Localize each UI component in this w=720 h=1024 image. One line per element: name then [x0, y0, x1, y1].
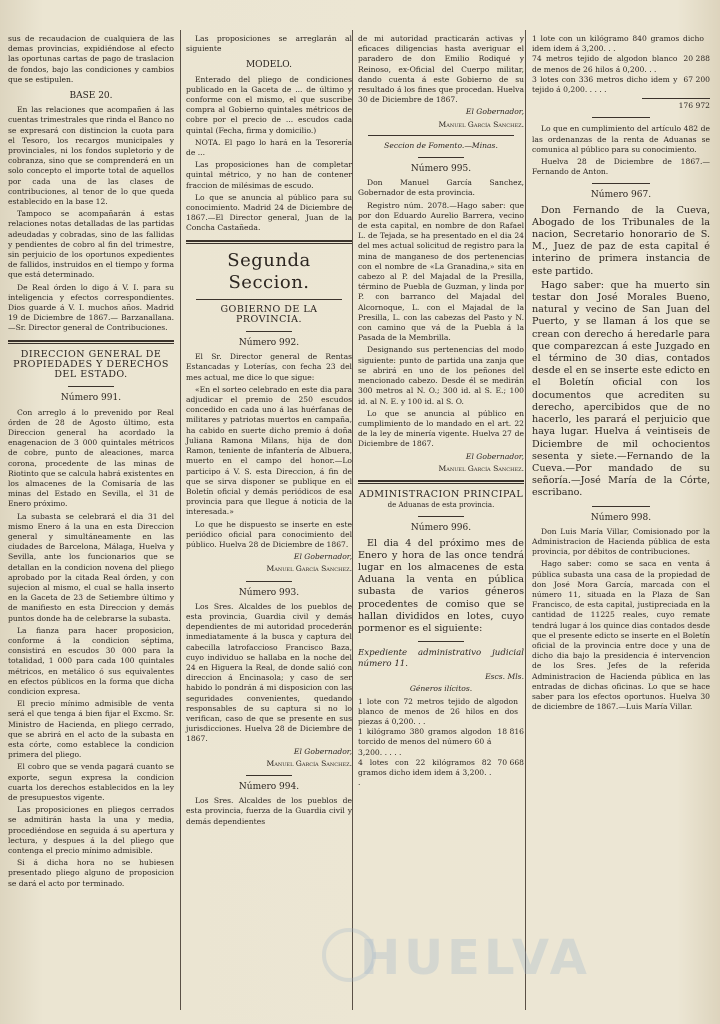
notice-number: Número 995.	[410, 164, 472, 175]
paragraph: Tampoco se acompañarán á estas relaciones notas detalladas de las partidas adeudadas y cobradas, sino de las fallidas y pendientes de cobro al fin del trimestre, sin perjuicio de los oportunos expedientes de fallidos, instruidos en el tiempo y forma que está determinado.	[8, 209, 174, 280]
divider	[418, 516, 464, 517]
section-title: ADMINISTRACION PRINCIPAL	[358, 488, 524, 500]
paragraph: NOTA. El pago lo hará en la Tesorería de ...	[186, 137, 352, 158]
paragraph: Lo que se anuncia al público para su conocimiento. Madrid 24 de Diciembre de 1867.—El Director general, Juan de la Concha Castañeda.	[186, 192, 352, 233]
paragraph: Don Luis María Villar, Comisionado por la Administracion de Hacienda pública de esta provincia, por débitos de contribuciones.	[532, 526, 710, 557]
signature-title: El Gobernador,	[293, 746, 352, 756]
paragraph: Si á dicha hora no se hubiesen presentado pliego alguno de proposicion se dará el acto por terminado.	[8, 858, 174, 888]
signature-title: El Gobernador,	[465, 451, 524, 461]
currency-header: Escs. Mls.	[485, 672, 524, 682]
paragraph: «En el sorteo celebrado en este dia para adjudicar el premio de 250 escudos concedido en cada uno á las huérfanas de militares y patriotas muertos en campaña, ha cabido en suerte dicho premio á doña Juliana Ramona Milans, hija de don Ramon, teniente de infantería de Albuera, muerto en el campo del honor.—Lo participo á V. S. esta Direccion, á fin de que se sirva disponer se publique en el Boletín oficial y demás periódicos de esa provincia para que llegue á noticia de la interesada.»	[186, 384, 352, 517]
modelo-heading: MODELO.	[245, 60, 293, 71]
section-title: DIRECCION GENERAL DE PROPIEDADES Y DERECHOS DEL ESTADO.	[13, 348, 169, 381]
divider	[246, 581, 292, 582]
notice-number: Número 994.	[238, 781, 300, 792]
paragraph: La subasta se celebrará el dia 31 del mismo Enero á la una en esta Direccion general y simultáneamente en las ciudades de Barcelona, Málaga, Huelva y Sevilla, ante los funcionarios que se detallan en la condicion novena del pliego aprobado por la citada Real órden, y con sujecion al mismo, el cual se halla inserto en la Gaceta de 23 de Setiembre último y de manifiesto en esta Direccion y demás puntos donde ha de celebrarse la subasta.	[8, 511, 174, 623]
paragraph: Enterado del pliego de condiciones publicado en la Gaceta de ... de último y conforme con el mismo, el que suscribe compra al Gobierno quintales métricos de cobre por el precio de ... escudos cada quintal (Fecha, firma y domicilio.)	[186, 74, 352, 135]
paragraph: La fianza para hacer proposicion, conforme á la condicion séptima, consistirá en escudos 30 000 para la totalidad, 1 000 para cada 100 quintales métricos, en metálico ó sus equivalentes en efectos públicos en la forma que dicha condicion expresa.	[8, 625, 174, 696]
paragraph: En las relaciones que acompañen á las cuentas trimestrales que rinda el Banco no se expresará con distincion la cuota para el Tesoro, los recargos municipales y provinciales, ni los fondos supletorio y de cobranza, sino que se comprenderá en un solo concepto el importe total de aquellos por cada una de las clases de contribuciones, al tenor de lo que queda establecido en la base 12.	[8, 105, 175, 207]
paragraph: Las proposiciones se arreglarán al siguiente	[186, 34, 352, 54]
paragraph: Los Sres. Alcaldes de los pueblos de esta provincia, fuerza de la Guardia civil y demás dependientes	[186, 796, 352, 826]
paragraph: Con arreglo á lo prevenido por Real órden de 28 de Agosto último, esta Direccion general ha acordado la enagenacion de 3 000 quintales métricos de cobre, punto de aleaciones, marca corona, procedente de las minas de Riotinto que se calcula habrá existentes en los almacenes de la Comisaría de las minas del Estado en Sevilla, el 31 de Enero próximo.	[8, 407, 174, 509]
column-divider	[525, 30, 526, 1010]
lot-row: 74 metros tejido de algodon blanco de menos de 26 hilos á 0,200. . . 20 288	[532, 54, 710, 74]
paragraph: Los Sres. Alcaldes de los pueblos de esta provincia, Guardia civil y demás dependientes de mi autoridad procederán inmediatamente á la busca y captura del cabecilla latrofaccioso Francisco Baza, cuyo individuo se hallaba en la noche del 24 en Higuera la Real, de donde salió con direccion á Encinasola; y caso de ser habido lo pondrán á mi disposicion con las seguridades convenientes, quedando responsables de su captura si no lo verifican, caso de que se presente en sus jurisdicciones. Huelva 28 de Diciembre de 1867.	[186, 601, 352, 744]
section-subtitle: Seccion de Fomento.—Minas.	[384, 140, 498, 150]
paragraph: Lo que he dispuesto se inserte en este periódico oficial para conocimiento del público. Huelva 28 de Diciembre de 1867.	[186, 519, 352, 549]
notice-number: Número 998.	[590, 512, 652, 523]
signature-name: Manuel García Sanchez.	[266, 564, 352, 574]
paragraph: Lo que en cumplimiento del artículo 482 de las ordenanzas de la renta de Aduanas se comunica al público para su conocimiento.	[532, 124, 710, 154]
paragraph: Don Manuel García Sanchez, Gobernador de esta provincia.	[358, 178, 524, 198]
paragraph: Las proposiciones han de completar quintal métrico, y no han de contener fraccion de milésimas de escudo.	[186, 160, 352, 190]
notice-number: Número 967.	[590, 190, 652, 201]
divider	[246, 331, 292, 332]
section-rule	[186, 240, 352, 244]
section-title: GOBIERNO DE LA PROVINCIA.	[220, 303, 318, 325]
paragraph: Don Fernando de la Cueva, Abogado de los Tribunales de la nacion, Secretario honorario de S. M., Juez de paz de esta capital é interino de primera instancia de este partido.	[532, 204, 710, 277]
lot-total: 176 972	[678, 101, 710, 111]
column-1	[8, 34, 174, 891]
lot-row: 3 lotes con 336 metros dicho idem y tejido á 0,200. . . . . 67 200	[532, 74, 710, 95]
section-rule	[8, 340, 174, 344]
column-3	[358, 34, 524, 788]
section-big-title: Segunda Seccion.	[227, 249, 311, 293]
divider	[592, 117, 650, 118]
column-divider	[352, 30, 353, 1010]
paragraph: Hago saber: como se saca en venta á pública subasta una casa de la propiedad de don José Mora García, marcada con el número 11, situada en la Plaza de San Francisco, de esta capital, justipreciada en la cantidad de 11225 reales, cuyo remate tendrá lugar á los quince dias contados desde que el presente edicto se inserte en el Boletín oficial de la provincia entre doce y una de dicho dia bajo la presidencia é intervencion de los Sres. Jefes de la referida Administracion de Hacienda pública en las entradas de dichas oficinas. Lo que se hace saber para los efectos oportunos. Huelva 30 de diciembre de 1867.—Luis María Villar.	[532, 559, 710, 712]
paragraph: sus de recaudacion de cualquiera de las demas provincias, expidiéndose al efecto las oportunas cartas de pago de traslacion de fondos, bajo las condiciones y cambios que se estipulen.	[8, 34, 174, 84]
section-subtitle: de Aduanas de esta provincia.	[387, 501, 495, 510]
notice-number: Número 993.	[238, 587, 300, 598]
lot-row: 1 kilógramo 380 gramos algodon torcido de menos del número 60 á 3,200. . . . . 18 816	[358, 727, 524, 757]
paragraph: El Sr. Director general de Rentas Estancadas y Loterías, con fecha 23 del mes actual, me dice lo que sigue:	[186, 352, 352, 382]
archive-watermark: HUELVA	[360, 930, 591, 986]
divider	[418, 157, 464, 158]
total-rule	[642, 98, 710, 99]
signature-title: El Gobernador,	[465, 107, 524, 117]
paragraph: El dia 4 del próximo mes de Enero y hora de las once tendrá lugar en los almacenes de esta Aduana la venta en pública subasta de varios géneros procedentes de comiso que se hallan divididos en lotes, cuyo pormenor es el siguiente:	[358, 537, 524, 634]
paragraph: Las proposiciones en pliegos cerrados se admitirán hasta la una y media, procediéndose en seguida á su apertura y lectura, y despues á la del pliego que contenga el precio mínimo admisible.	[8, 805, 174, 856]
paragraph: De Real órden lo digo á V. I. para su inteligencia y efectos correspondientes. Dios guarde á V. I. muchos años. Madrid 19 de Diciembre de 1867.— Barzanallana.—Sr. Director general de Contribuciones.	[8, 282, 174, 333]
notice-number: Número 996.	[410, 523, 472, 534]
paragraph: Designando sus pertenencias del modo siguiente: punto de partida una zanja que se abrirá en uno de los peñones del mencionado cabezo. Desde él se medirán 300 metros al N. O.; 300 id. al S. E.; 100 id. al N. E. y 100 id. al S. O.	[358, 345, 524, 406]
paragraph: El precio mínimo admisible de venta será el que tenga á bien fijar el Excmo. Sr. Ministro de Hacienda, en pliego cerrado, que se abrirá en el acto de la subasta en esta córte, como establece la condicion primera del pliego.	[8, 699, 174, 760]
notice-number: Número 992.	[238, 338, 300, 349]
goods-heading: Géneros ilícitos.	[409, 684, 473, 694]
lot-row: 1 lote con 72 metros tejido de algodon blanco de menos de 26 hilos en dos piezas á 0,200. . .	[358, 696, 518, 726]
divider	[592, 183, 650, 184]
lot-row: 4 lotes con 22 kilógramos 82 gramos dicho idem idem á 3,200. . . 70 668	[358, 757, 524, 788]
signature-name: Manuel García Sanchez.	[266, 758, 352, 768]
paragraph: de mi autoridad practicarán activas y eficaces diligencias hasta averiguar el paradero de don Emilio Rodiqué y Reinoso, ex-Oficial del Cuerpo militar, dando cuenta á este Gobierno de su resultado á los fines que procedan. Huelva 30 de Diciembre de 1867.	[358, 34, 524, 105]
paragraph: Lo que se anuncia al público en cumplimiento de lo mandado en el art. 22 de la ley de minería vigente. Huelva 27 de Diciembre de 1867.	[358, 408, 524, 449]
divider	[368, 135, 514, 136]
paragraph: Hago saber: que ha muerto sin testar don José Morales Bueno, natural y vecino de San Juan del Puerto, y se llaman á los que se crean con derecho á heredarle para que comparezcan á este Juzgado en el término de 30 dias, contados desde el en se inserte este edicto en el Boletín oficial con los documentos que acrediten su derecho, apercibidos que de no hacerlo, les parará el perjuicio que haya lugar. Huelva á veintiseis de Diciembre de mil ochocientos sesenta y siete.—Fernando de la Cueva.—Por mandado de su señoría.—José María de la Córte, escribano.	[532, 279, 710, 499]
divider	[196, 299, 342, 300]
column-2	[186, 34, 352, 829]
column-divider	[180, 30, 181, 1010]
paragraph: Registro núm. 2078.—Hago saber: que por don Eduardo Aurelio Barrera, vecino de esta capital, en nombre de don Rafael L. de Tejada, se ha presentado en el dia 24 del mes actual solicitud de registro para la mina de manganeso de dos pertenencias con el nombre de «La Granadina,» sita en cabezo al P. del Majadal de la Presilla, término de Puebla de Guzman, y linda por P. con barranco del Majadal del Alcornoque, L. con el Majadal de la Presilla, L. con las cabezas del Pasto y N. con camino que vá de la Puebla á la Pasada de la Membrilla.	[358, 200, 524, 343]
section-rule	[358, 480, 524, 484]
expediente-heading: Expediente administrativo judicial número 11.	[358, 648, 524, 670]
paragraph: Huelva 28 de Diciembre de 1867.—Fernando de Anton.	[532, 157, 710, 177]
signature-name: Manuel García Sanchez.	[438, 463, 524, 473]
base-heading: BASE 20.	[69, 91, 113, 102]
divider	[418, 641, 464, 642]
notice-number: Número 991.	[60, 393, 122, 404]
paragraph: El cobro que se venda pagará cuanto se exporte, segun expresa la condicion cuarta los derechos establecidos en la ley de presupuestos vigente.	[8, 762, 174, 803]
divider	[592, 506, 650, 507]
signature-name: Manuel García Sanchez.	[438, 119, 524, 129]
lot-row: 1 lote con un kilógramo 840 gramos dicho idem idem á 3,200. . .	[532, 34, 704, 54]
signature-title: El Gobernador,	[293, 552, 352, 562]
column-4	[532, 34, 710, 714]
divider	[68, 386, 114, 387]
divider	[246, 775, 292, 776]
